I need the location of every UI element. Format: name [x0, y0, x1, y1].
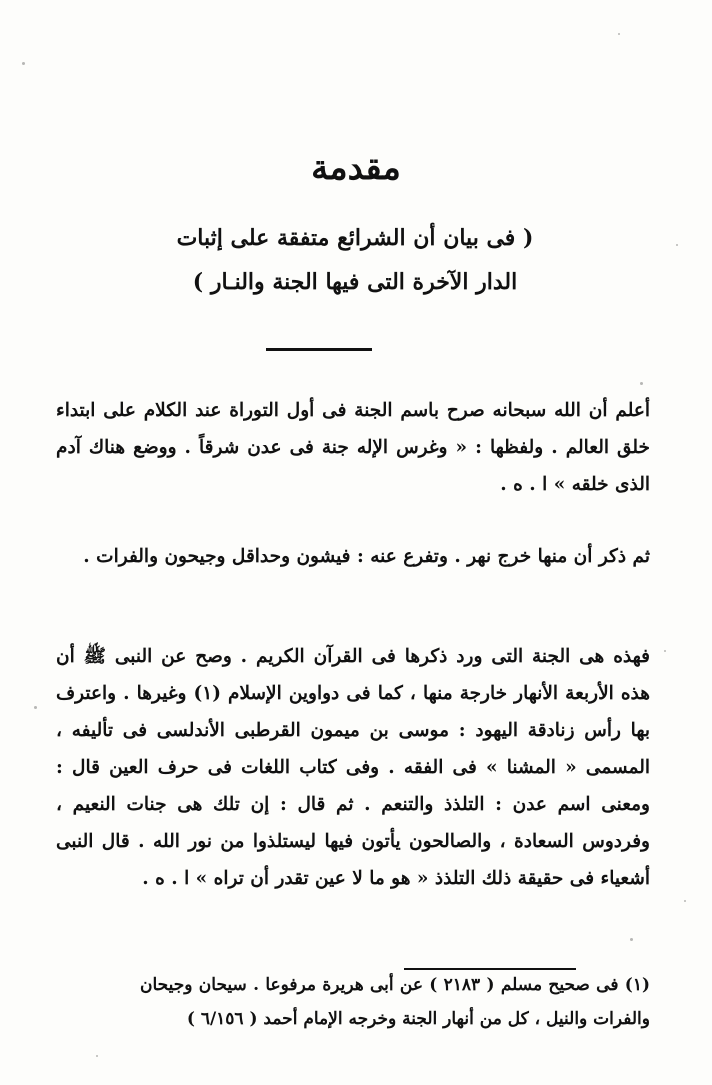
scan-speck [664, 650, 666, 652]
scan-speck [676, 244, 678, 246]
paragraph-2: ثم ذكر أن منها خرج نهر . وتفرع عنه : فيشون وحداقل وجيحون والفرات . [83, 546, 650, 567]
subtitle-line-2: الدار الآخرة التى فيها الجنة والنـار ) [192, 269, 518, 295]
scan-speck [684, 900, 686, 902]
section-divider [266, 348, 372, 351]
page-title: مقدمة [311, 148, 401, 188]
footnote: (١) فى صحيح مسلم ( ٢١٨٣ ) عن أبى هريرة مرفوعا . سيحان وجيحان والفرات والنيل ، كل من أنهار الجنة وخرجه الإمام أحمد ( ٦/١٥٦ ) [140, 975, 650, 1029]
scan-speck [34, 706, 37, 709]
paragraph-3: فهذه هى الجنة التى ورد ذكرها فى القرآن الكريم . وصح عن النبى ﷺ أن هذه الأربعة الأنهار خارجة منها ، كما فى دواوين الإسلام (١) وغيرها . واعترف بها رأس زنادقة اليهود : موسى بن ميمون القرطبى الأندلسى فى تأليفه ، المسمى « المشنا » فى الفقه . وفى كتاب اللغات فى حرف العين قال : ومعنى اسم عدن : التلذذ والتنعم . ثم قال : إن تلك هى جنات النعيم ، وفردوس السعادة ، والصالحون يأتون فيها ليستلذوا من نور الله . قال النبى أشعياء فى حقيقة ذلك التلذذ « هو ما لا عين تقدر أن تراه » ا . ه . [56, 646, 650, 889]
subtitle-line-1: ( فى بيان أن الشرائع متفقة على إثبات [176, 225, 534, 251]
scan-speck [22, 62, 25, 65]
scan-speck [618, 33, 620, 35]
scan-speck [630, 938, 633, 941]
scan-speck [96, 1055, 98, 1057]
paragraph-1: أعلم أن الله سبحانه صرح باسم الجنة فى أول التوراة عند الكلام على ابتداء خلق العالم . ولفظها : « وغرس الإله جنة فى عدن شرقاً . ووضع هناك آدم الذى خلقه » ا . ه . [56, 400, 650, 495]
scan-speck [640, 382, 643, 385]
